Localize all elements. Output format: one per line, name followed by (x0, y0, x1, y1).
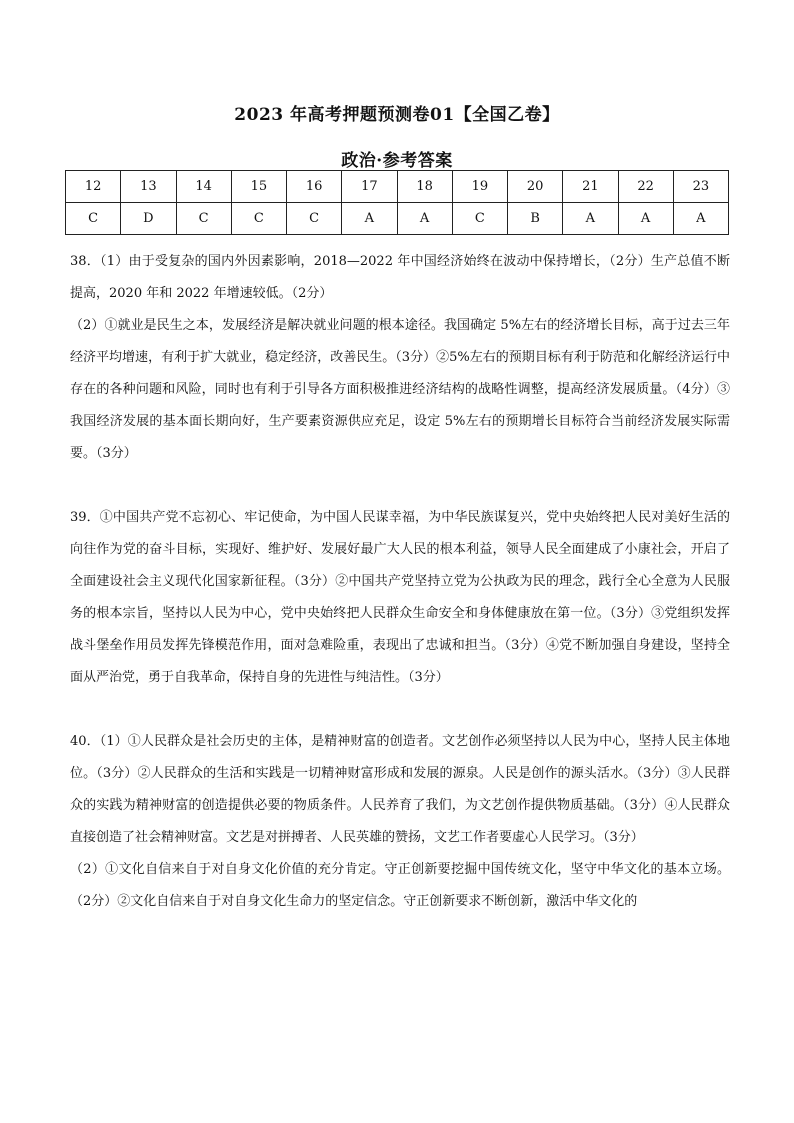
question-number: 13 (121, 171, 176, 203)
question-number: 23 (673, 171, 728, 203)
q38-part2-paragraph: （2）①就业是民生之本，发展经济是解决就业问题的根本途径。我国确定 5%左右的经济增长目标，高于过去三年经济平均增速，有利于扩大就业，稳定经济，改善民生。（3分）②5%左右的预期目标有利于防范和化解经济运行中存在的各种问题和风险，同时也有利于引导各方面积极推进经济结构的战略性调整，提高经济发展质量。（4分）③我国经济发展的基本面长期向好，生产要素资源供应充足，设定 5%左右的预期增长目标符合当前经济发展实际需要。（3分） (70, 318, 730, 461)
question-number: 19 (452, 171, 507, 203)
q38-part1-paragraph: 38．（1）由于受复杂的国内外因素影响，2018—2022 年中国经济始终在波动中保持增长，（2分）生产总值不断提高，2020 年和 2022 年增速较低。（2分） (70, 254, 730, 301)
page-title: 2023 年高考押题预测卷01【全国乙卷】 (234, 105, 560, 125)
answer-cell: A (673, 203, 728, 235)
answer-cell: A (563, 203, 618, 235)
answer-table-row-numbers (66, 171, 729, 203)
question-number: 22 (618, 171, 673, 203)
question-number: 12 (66, 171, 121, 203)
q40-part1-paragraph: 40．（1）①人民群众是社会历史的主体，是精神财富的创造者。文艺创作必须坚持以人民为中心，坚持人民主体地位。（3分）②人民群众的生活和实践是一切精神财富形成和发展的源泉。人民是创作的源头活水。（3分）③人民群众的实践为精神财富的创造提供必要的物质条件。人民养育了我们，为文艺创作提供物质基础。（3分）④人民群众直接创造了社会精神财富。文艺是对拼搏者、人民英雄的赞扬，文艺工作者要虚心人民学习。（3分） (70, 734, 730, 845)
answer-cell: A (397, 203, 452, 235)
answer-cell: A (342, 203, 397, 235)
question-number: 20 (508, 171, 563, 203)
answer-content (70, 246, 730, 918)
answer-cell: C (176, 203, 231, 235)
answer-cell: C (66, 203, 121, 235)
question-number: 17 (342, 171, 397, 203)
answer-cell: A (618, 203, 673, 235)
answer-table-row-answers (66, 203, 729, 235)
answer-cell: B (508, 203, 563, 235)
q40-part2-paragraph: （2）①文化自信来自于对自身文化价值的充分肯定。守正创新要挖掘中国传统文化，坚守中华文化的基本立场。（2分）②文化自信来自于对自身文化生命力的坚定信念。守正创新要求不断创新，激活中华文化的 (70, 862, 730, 909)
section-gap (70, 694, 730, 726)
question-number: 15 (231, 171, 286, 203)
question-number: 18 (397, 171, 452, 203)
question-number: 21 (563, 171, 618, 203)
question-number: 14 (176, 171, 231, 203)
section-gap (70, 470, 730, 502)
question-number: 16 (287, 171, 342, 203)
answer-cell: D (121, 203, 176, 235)
page-subtitle: 政治·参考答案 (341, 151, 453, 171)
answer-cell: C (231, 203, 286, 235)
answer-cell: C (452, 203, 507, 235)
q39-paragraph: 39．①中国共产党不忘初心、牢记使命，为中国人民谋幸福，为中华民族谋复兴，党中央始终把人民对美好生活的向往作为党的奋斗目标，实现好、维护好、发展好最广大人民的根本利益，领导人民全面建成了小康社会，开启了全面建设社会主义现代化国家新征程。（3分）②中国共产党坚持立党为公执政为民的理念，践行全心全意为人民服务的根本宗旨，坚持以人民为中心，党中央始终把人民群众生命安全和身体健康放在第一位。（3分）③党组织发挥战斗堡垒作用员发挥先锋模范作用，面对急难险重，表现出了忠诚和担当。（3分）④党不断加强自身建设，坚持全面从严治党，勇于自我革命，保持自身的先进性与纯洁性。（3分） (70, 510, 730, 685)
answer-cell: C (287, 203, 342, 235)
answer-table (65, 170, 729, 235)
